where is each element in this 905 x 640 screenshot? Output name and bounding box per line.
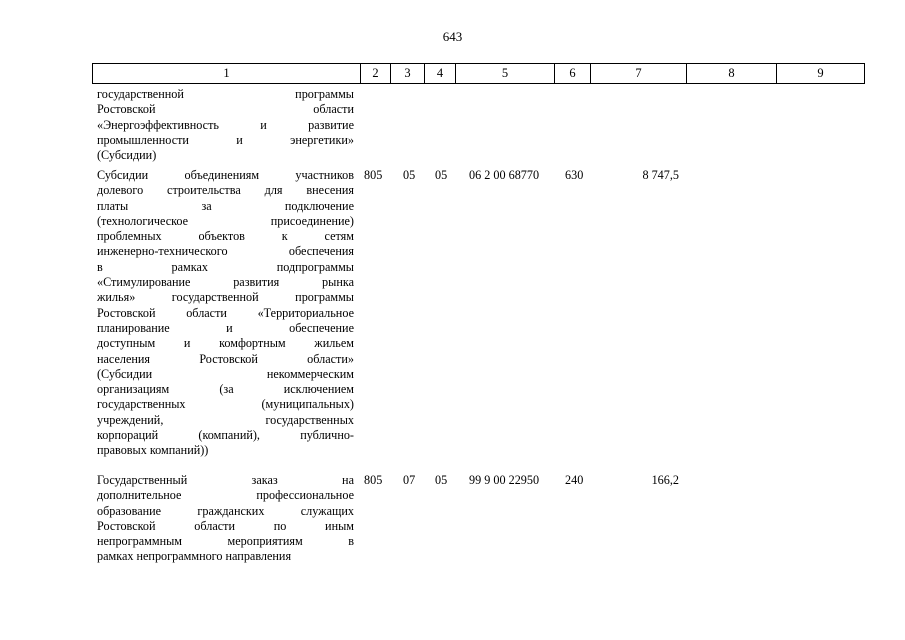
row-description [97, 87, 354, 163]
subsection-code: 05 [435, 473, 448, 487]
description-line: Ростовской области «Территориальное [97, 305, 354, 320]
row-description [97, 168, 354, 459]
description-line: платы за подключение [97, 198, 354, 213]
description-line: (Субсидии некоммерческим [97, 366, 354, 381]
description-line: учреждений, государственных [97, 412, 354, 427]
description-line: Ростовской области [97, 102, 354, 117]
description-line: в рамках подпрограммы [97, 259, 354, 274]
description-line: рамках непрограммного направления [97, 549, 292, 564]
section-code: 05 [403, 168, 416, 182]
description-line: проблемных объектов к сетям [97, 229, 354, 244]
header-col-6: 6 [555, 64, 591, 84]
target-article-code: 06 2 00 68770 [469, 168, 540, 182]
target-article-code: 99 9 00 22950 [469, 473, 540, 487]
ved-code: 805 [364, 473, 383, 487]
row-description [97, 473, 354, 565]
header-col-5: 5 [456, 64, 555, 84]
amount: 8 747,5 [642, 168, 679, 182]
description-line: инженерно-технического обеспечения [97, 244, 354, 259]
description-line: (технологическое присоединение) [97, 213, 354, 228]
amount: 166,2 [651, 473, 679, 487]
description-line: непрограммным мероприятиям в [97, 534, 354, 549]
description-line: Ростовской области по иным [97, 518, 354, 533]
description-line: Государственный заказ на [97, 473, 354, 487]
header-col-7: 7 [591, 64, 687, 84]
description-line: долевого строительства для внесения [97, 183, 354, 198]
description-line: образование гражданских служащих [97, 503, 354, 518]
page-number: 643 [442, 29, 463, 44]
description-line: планирование и обеспечение [97, 320, 354, 335]
description-line: корпораций (компаний), публично- [97, 428, 354, 443]
description-line: (Субсидии) [97, 148, 157, 163]
description-line: «Стимулирование развития рынка [97, 275, 354, 290]
description-line: промышленности и энергетики» [97, 132, 354, 147]
description-line: «Энергоэффективность и развитие [97, 117, 354, 132]
subsection-code: 05 [435, 168, 448, 182]
header-col-8: 8 [687, 64, 777, 84]
table-header [92, 63, 865, 84]
section-code: 07 [403, 473, 416, 487]
description-line: жилья» государственной программы [97, 290, 354, 305]
header-col-1: 1 [93, 64, 361, 84]
description-line: населения Ростовской области» [97, 351, 354, 366]
description-line: организациям (за исключением [97, 382, 354, 397]
description-line: государственной программы [97, 87, 354, 101]
description-line: правовых компаний)) [97, 443, 209, 458]
description-line: государственных (муниципальных) [97, 397, 354, 412]
description-line: Субсидии объединениям участников [97, 168, 354, 182]
ved-code: 805 [364, 168, 383, 182]
header-col-2: 2 [361, 64, 391, 84]
description-line: дополнительное профессиональное [97, 488, 354, 503]
header-col-3: 3 [391, 64, 425, 84]
description-line: доступным и комфортным жильем [97, 336, 354, 351]
expense-type-code: 630 [565, 168, 584, 182]
header-col-9: 9 [777, 64, 865, 84]
header-col-4: 4 [425, 64, 456, 84]
expense-type-code: 240 [565, 473, 584, 487]
